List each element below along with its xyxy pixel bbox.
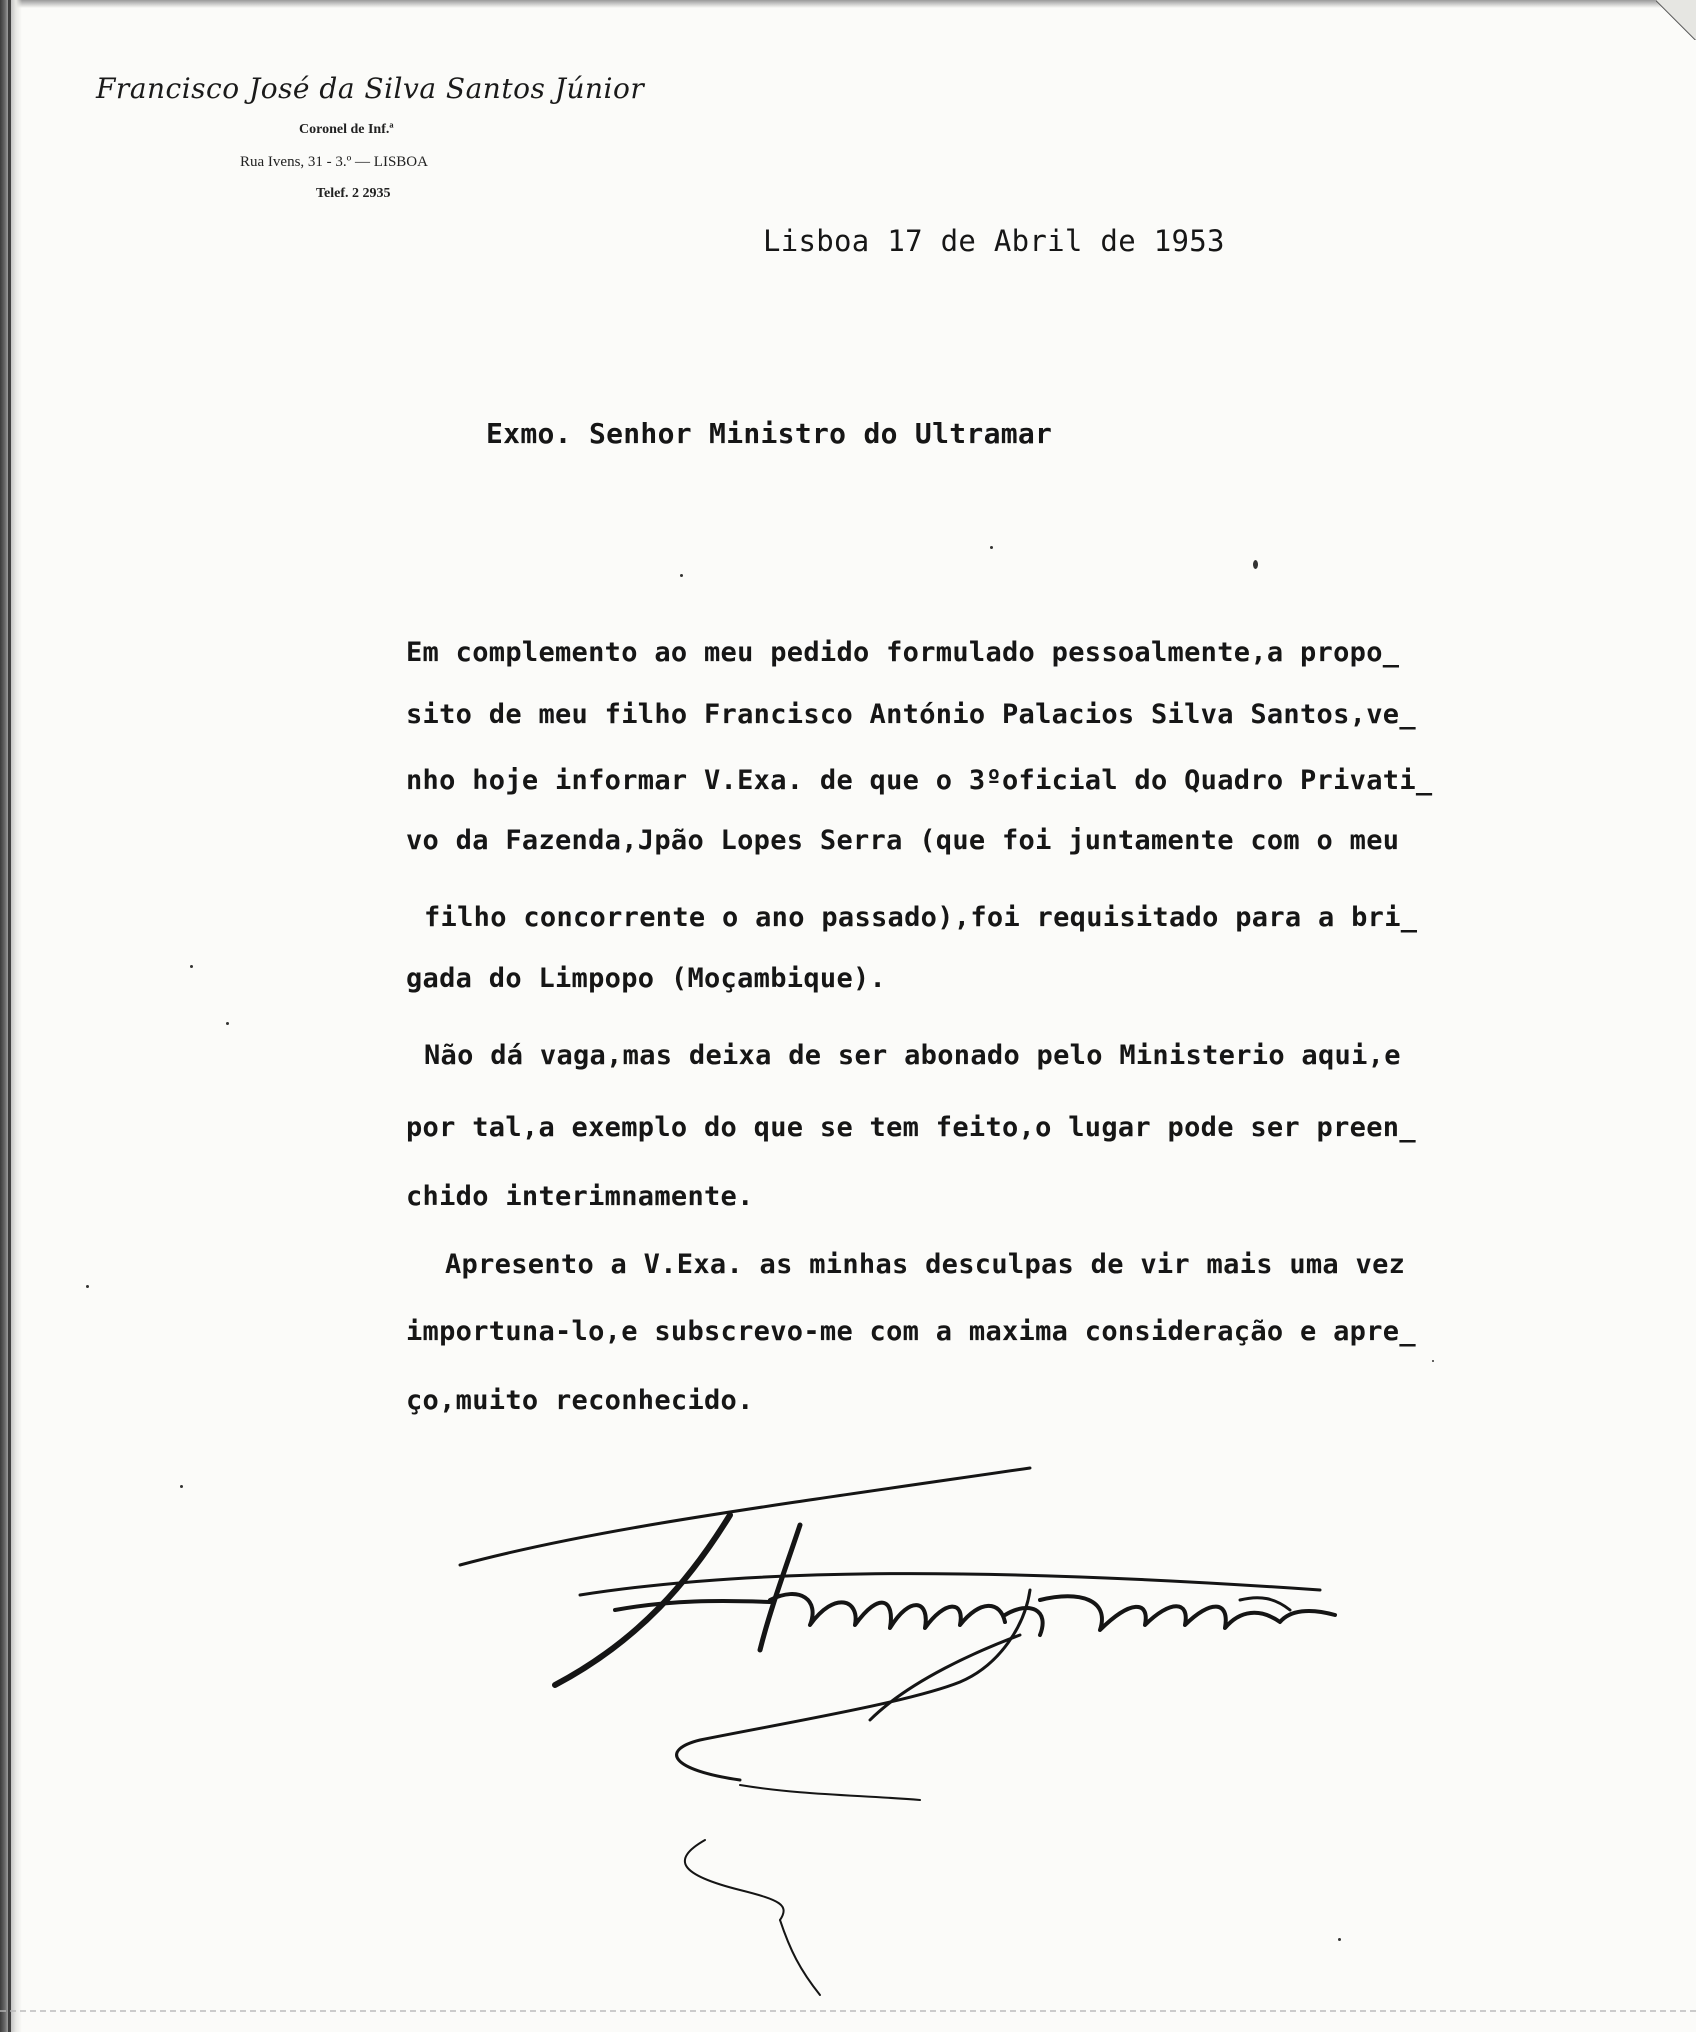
ink-speck <box>1432 1360 1434 1362</box>
ink-speck <box>190 965 193 968</box>
folded-corner-icon <box>1656 0 1696 40</box>
scan-bottom-edge <box>0 2010 1696 2014</box>
ink-speck <box>990 546 993 549</box>
ink-speck <box>1253 560 1258 569</box>
letterhead-name: Francisco José da Silva Santos Júnior <box>96 72 645 105</box>
letterhead-phone: Telef. 2 2935 <box>316 186 391 201</box>
ink-speck <box>180 1485 183 1488</box>
letterhead-rank: Coronel de Inf.ª <box>299 122 394 137</box>
letter-salutation: Exmo. Senhor Ministro do Ultramar <box>486 417 1053 450</box>
ink-speck <box>226 1022 229 1025</box>
signature <box>440 1450 1360 2010</box>
body-line: gada do Limpopo (Moçambique). <box>406 963 887 994</box>
ink-speck <box>86 1285 89 1288</box>
body-line: nho hoje informar V.Exa. de que o 3ºoficial do Quadro Privati_ <box>406 765 1433 796</box>
body-line: Em complemento ao meu pedido formulado pessoalmente,a propo_ <box>406 637 1400 668</box>
body-line: sito de meu filho Francisco António Palacios Silva Santos,ve_ <box>406 699 1416 730</box>
ink-speck <box>680 574 683 577</box>
letter-date: Lisboa 17 de Abril de 1953 <box>763 224 1225 258</box>
body-line: ço,muito reconhecido. <box>406 1385 754 1416</box>
body-line: chido interimnamente. <box>406 1181 754 1212</box>
scan-top-edge <box>0 0 1696 8</box>
letterhead-address: Rua Ivens, 31 - 3.º — LISBOA <box>240 154 428 170</box>
body-line: por tal,a exemplo do que se tem feito,o lugar pode ser preen_ <box>406 1112 1416 1143</box>
body-line: filho concorrente o ano passado),foi requisitado para a bri_ <box>424 902 1418 933</box>
body-line: Não dá vaga,mas deixa de ser abonado pelo Ministerio aqui,e <box>424 1040 1401 1071</box>
letterhead <box>96 72 676 201</box>
body-line: importuna-lo,e subscrevo-me com a maxima consideração e apre_ <box>406 1316 1416 1347</box>
scan-left-edge-line <box>8 0 11 2032</box>
body-line: Apresento a V.Exa. as minhas desculpas de vir mais uma vez <box>445 1249 1406 1280</box>
body-line: vo da Fazenda,Jpão Lopes Serra (que foi juntamente com o meu <box>406 825 1400 856</box>
scan-left-edge <box>0 0 22 2032</box>
